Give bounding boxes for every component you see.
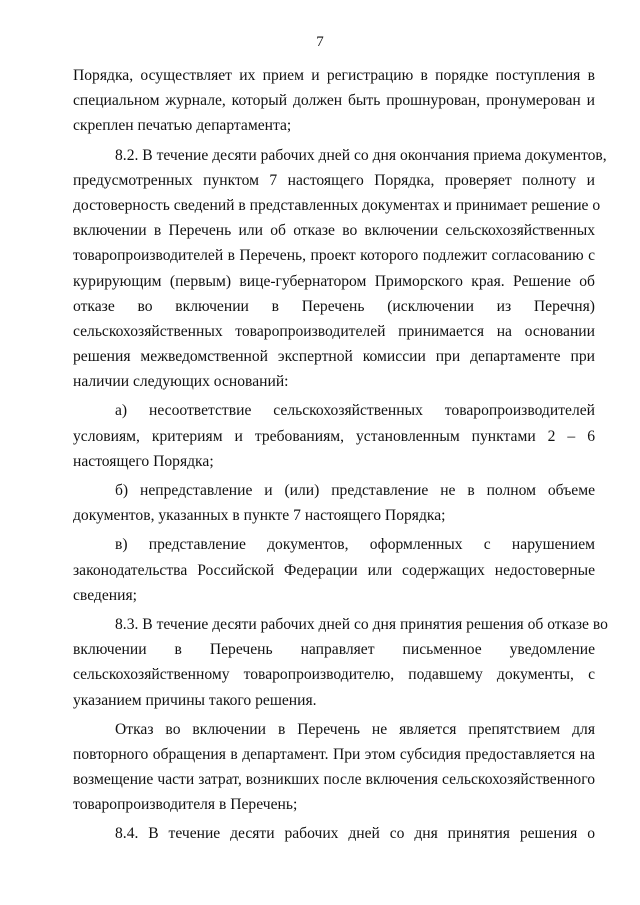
text-line: а) несоответствие сельскохозяйственных товаропроизводителей <box>115 402 595 420</box>
paragraph <box>73 532 595 608</box>
text-line: 8.4. В течение десяти рабочих дней со дня принятия решения о <box>115 825 595 843</box>
text-line: специальном журнале, который должен быть прошнурован, пронумерован и <box>73 92 595 110</box>
paragraph <box>73 821 595 846</box>
text-line: повторного обращения в департамент. При этом субсидия предоставляется на <box>73 745 595 763</box>
text-line: б) непредставление и (или) представление не в полном объеме <box>115 482 595 499</box>
text-line: товаропроизводителя в Перечень; <box>73 796 298 814</box>
text-line: документов, указанных в пункте 7 настоящего Порядка; <box>73 507 446 525</box>
text-line: товаропроизводителей в Перечень, проект которого подлежит согласованию с <box>73 247 595 265</box>
paragraph <box>73 478 595 528</box>
text-line: достоверность сведений в представленных документах и принимает решение о <box>73 196 601 214</box>
text-line: указанием причины такого решения. <box>73 691 317 709</box>
paragraph <box>73 143 607 395</box>
text-line: возмещение части затрат, возникших после включения сельскохозяйственного <box>73 771 595 789</box>
paragraph <box>73 612 608 713</box>
document-body <box>73 63 608 847</box>
text-line: законодательства Российской Федерации или содержащих недостоверные <box>73 561 595 579</box>
text-line: условиям, критериям и требованиям, установленным пунктами 2 – 6 <box>73 427 595 445</box>
text-line: сельскохозяйственному товаропроизводителю, подавшему документы, с <box>73 666 595 684</box>
text-line: включении в Перечень или об отказе во включении сельскохозяйственных <box>73 222 595 240</box>
text-line: отказе во включении в Перечень (исключении из Перечня) <box>73 297 595 315</box>
paragraph <box>73 398 595 474</box>
text-line: сведения; <box>73 586 137 604</box>
text-line: в) представление документов, оформленных с нарушением <box>115 536 595 554</box>
paragraph <box>73 63 595 139</box>
text-line: предусмотренных пунктом 7 настоящего Порядка, проверяет полноту и <box>73 171 595 189</box>
text-line: скреплен печатью департамента; <box>73 117 292 135</box>
text-line: настоящего Порядка; <box>73 452 214 470</box>
text-line: включении в Перечень направляет письменное уведомление <box>73 641 595 659</box>
paragraph <box>73 717 595 818</box>
text-line: сельскохозяйственных товаропроизводителей принимается на основании <box>73 322 595 340</box>
text-line: 8.2. В течение десяти рабочих дней со дня окончания приема документов, <box>115 146 607 164</box>
text-line: Отказ во включении в Перечень не является препятствием для <box>115 720 595 738</box>
page-number: 7 <box>316 34 324 50</box>
text-line: наличии следующих оснований: <box>73 373 289 391</box>
text-line: курирующим (первым) вице-губернатором Приморского края. Решение об <box>73 272 595 290</box>
text-line: 8.3. В течение десяти рабочих дней со дня принятия решения об отказе во <box>115 615 608 633</box>
text-line: решения межведомственной экспертной комиссии при департаменте при <box>73 348 595 366</box>
text-line: Порядка, осуществляет их прием и регистрацию в порядке поступления в <box>73 67 595 84</box>
